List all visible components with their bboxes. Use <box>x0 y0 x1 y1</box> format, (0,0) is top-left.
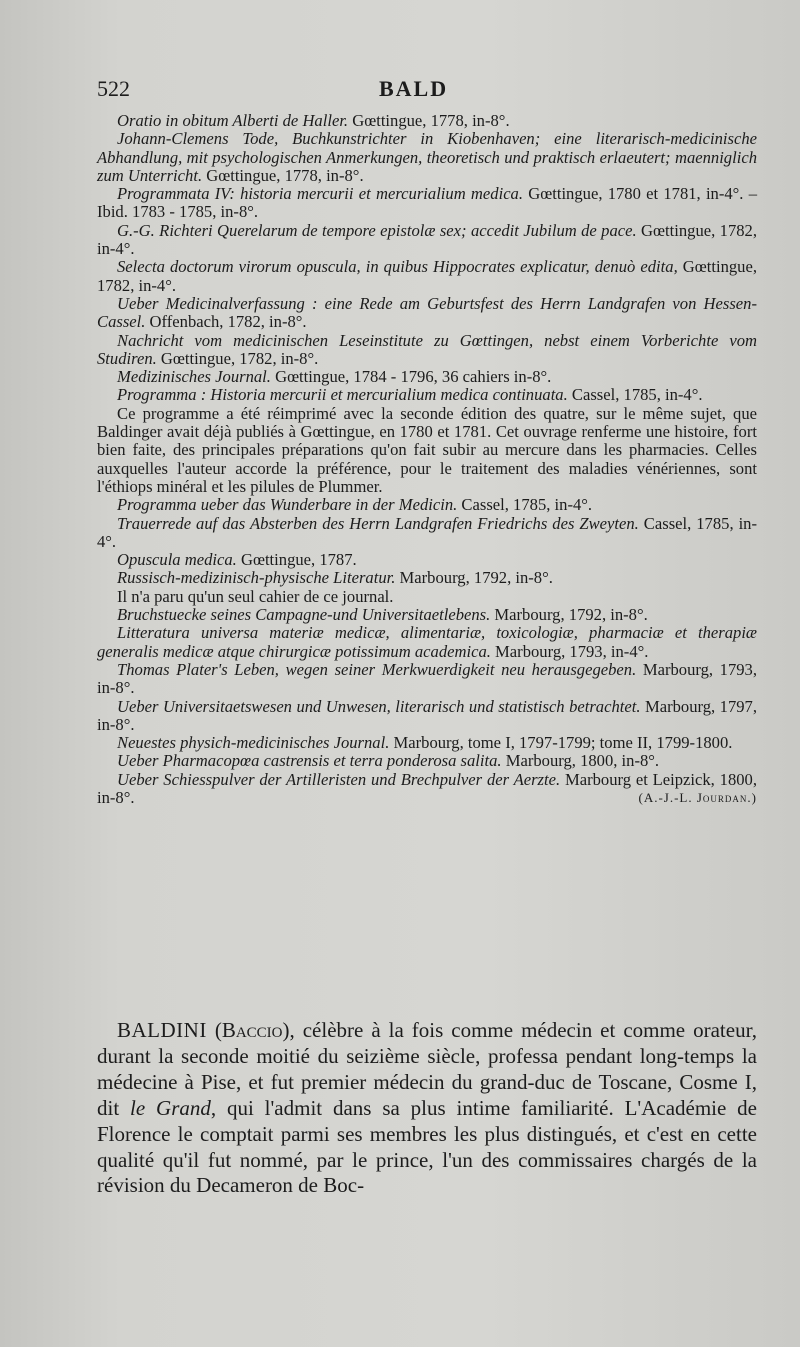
author-signature: (A.-J.-L. Jourdan.) <box>638 789 757 805</box>
commentary-paragraph: Il n'a paru qu'un seul cahier de ce journal. <box>117 586 394 606</box>
bibliography-entry: Ueber Universitaetswesen und Unwesen, literarisch und statistisch betrachtet. Marbourg, 1797, in-8°. <box>97 696 757 734</box>
bibliography-entry: Thomas Plater's Leben, wegen seiner Merkwuerdigkeit neu herausgegeben. Marbourg, 1793, in-8°. <box>97 659 757 698</box>
bibliography-entry: Opuscula medica. Gœttingue, 1787. <box>117 550 357 570</box>
biography-entry: BALDINI (Baccio), célèbre à la fois comme médecin et comme orateur, durant la seconde moitié du seizième siècle, professa pendant long-temps la médecine à Pise, et fut premier médecin du grand-duc de Toscane, Cosme I, dit le Grand, qui l'admit dans sa plus intime familiarité. L'Académie de Florence le comptait parmi ses membres les plus distingués, et c'est en cette qualité qu'il fut nommé, par le prince, l'un des commissaires chargés de la révision du Decameron de Boc- <box>97 1018 758 1198</box>
bibliography-entry: Ueber Schiesspulver der Artilleristen und Brechpulver der Aerzte. Marbourg et Leipzick, 1800, in-8°. (A.-J.-L. Jourdan.) <box>97 769 757 807</box>
running-title: BALD <box>379 76 449 101</box>
given-name: Baccio <box>221 1018 283 1042</box>
bibliography-entry: Johann-Clemens Tode, Buchkunstrichter in Kiobenhaven; eine literarisch-medicinische Abhandlung, mit psychologischen Anmerkungen, theoretisch und praktisch erlaeutert; maenniglich zum Unterricht. Gœttingue, 1778, in-8°. <box>97 129 757 185</box>
commentary-paragraph: Ce programme a été réimprimé avec la seconde édition des quatre, sur le même sujet, que Baldinger avait déjà publiés à Gœttingue, en 1780 et 1781. Cet ouvrage renferme une histoire, fort bien faite, des principales préparations qu'on fait subir au mercure dans les pharmacies. Celles auxquelles l'auteur accorde la préférence, pour le traitement des maladies vénériennes, sont l'éthiops minéral et les pilules de Plummer. <box>97 403 757 496</box>
bibliography-entry: Nachricht vom medicinischen Leseinstitute zu Gœttingen, nebst einem Vorberichte vom Studiren. Gœttingue, 1782, in-8°. <box>97 330 757 368</box>
bibliography-entry: Trauerrede auf das Absterben des Herrn Landgrafen Friedrichs des Zweyten. Cassel, 1785, in-4°. <box>97 513 757 551</box>
bibliography-entry: Programma ueber das Wunderbare in der Medicin. Cassel, 1785, in-4°. <box>117 495 593 515</box>
bibliography-entry: Russisch-medizinisch-physische Literatur. Marbourg, 1792, in-8°. <box>117 568 553 588</box>
bibliography-entry: Programma : Historia mercurii et mercurialium medica continuata. Cassel, 1785, in-4°. <box>117 385 703 405</box>
bibliography-entry: Programmata IV: historia mercurii et mercurialium medica. Gœttingue, 1780 et 1781, in-4°. – Ibid. 1783 - 1785, in-8°. <box>97 184 757 222</box>
bibliography-entry: Litteratura universa materiæ medicæ, alimentariæ, toxicologiæ, pharmaciæ et therapiæ generalis medicæ atque chirurgicæ potissimum academica. Marbourg, 1793, in-4°. <box>97 623 757 661</box>
bibliography-entry: Bruchstuecke seines Campagne-und Universitaetlebens. Marbourg, 1792, in-8°. <box>117 605 648 625</box>
bibliography-entry: Ueber Pharmacopœa castrensis et terra ponderosa salita. Marbourg, 1800, in-8°. <box>117 751 660 771</box>
page-header <box>97 76 757 104</box>
bibliography-entry: G.-G. Richteri Querelarum de tempore epistolæ sex; accedit Jubilum de pace. Gœttingue, 1782, in-4°. <box>97 220 757 259</box>
bibliography-entry: Ueber Medicinalverfassung : eine Rede am Geburtsfest des Herrn Landgrafen von Hessen-Cassel. Offenbach, 1782, in-8°. <box>97 293 757 332</box>
epithet: le Grand <box>130 1095 211 1120</box>
bibliography <box>97 112 757 807</box>
bibliography-entry: Medizinisches Journal. Gœttingue, 1784 - 1796, 36 cahiers in-8°. <box>117 367 552 387</box>
entry-name: BALDINI <box>117 1018 207 1042</box>
bibliography-entry: Oratio in obitum Alberti de Haller. Gœttingue, 1778, in-8°. <box>117 111 510 130</box>
bibliography-entry: Selecta doctorum virorum opuscula, in quibus Hippocrates explicatur, denuò edita, Gœttingue, 1782, in-4°. <box>97 257 757 295</box>
page-number: 522 <box>97 76 130 101</box>
bibliography-entry: Neuestes physich-medicinisches Journal. Marbourg, tome I, 1797-1799; tome II, 1799-1800. <box>117 733 733 753</box>
